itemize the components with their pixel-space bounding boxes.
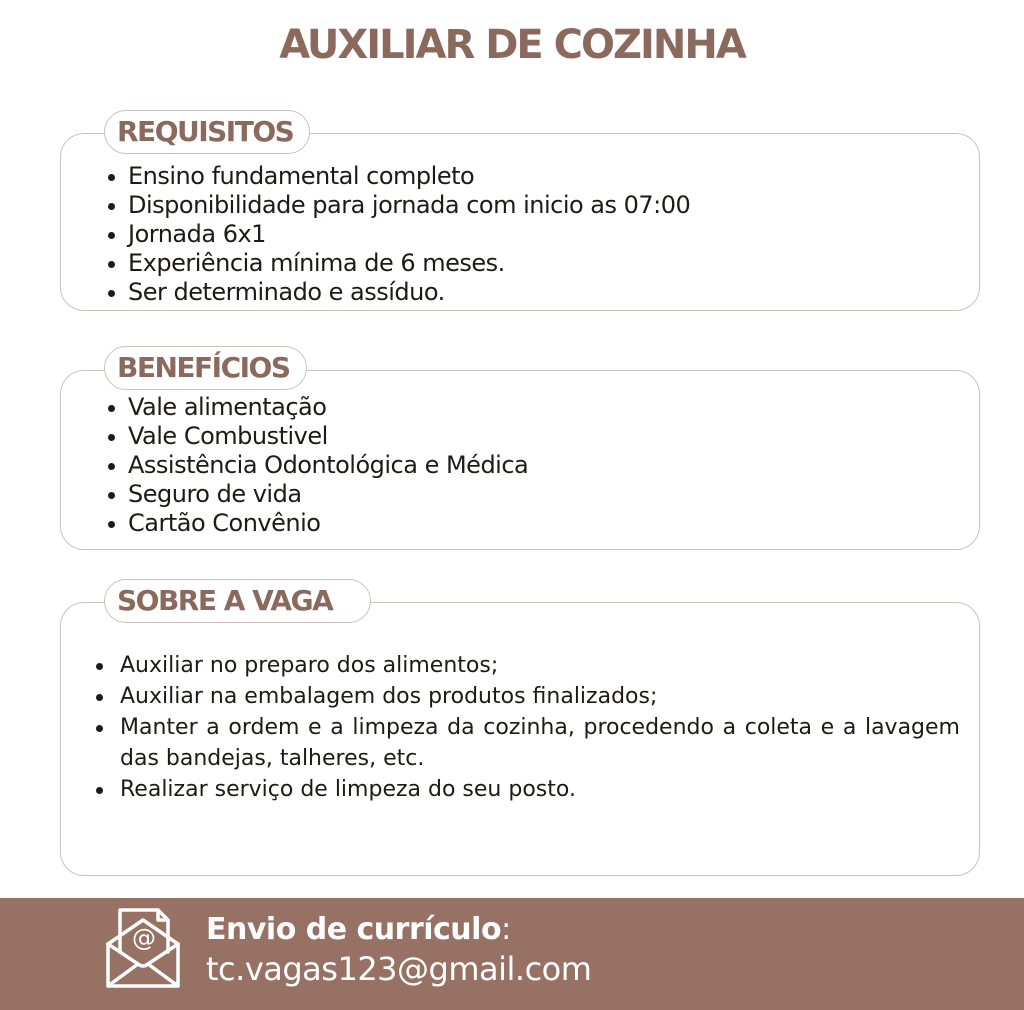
requisitos-heading: REQUISITOS — [104, 110, 310, 154]
list-item: Assistência Odontológica e Médica — [106, 451, 528, 480]
email-at-icon — [102, 906, 184, 990]
list-item: Auxiliar no preparo dos alimentos; — [94, 650, 960, 681]
svg-text:@: @ — [132, 924, 156, 952]
contact-email[interactable]: tc.vagas123@gmail.com — [206, 950, 592, 988]
list-item: Cartão Convênio — [106, 509, 528, 538]
list-item: Realizar serviço de limpeza do seu posto. — [94, 774, 960, 805]
list-item: Vale alimentação — [106, 393, 528, 422]
list-item: Jornada 6x1 — [106, 220, 690, 249]
list-item: Manter a ordem e a limpeza da cozinha, procedendo a coleta e a lavagem das bandejas, talheres, etc. — [94, 712, 960, 774]
list-item: Vale Combustivel — [106, 422, 528, 451]
list-item: Disponibilidade para jornada com inicio as 07:00 — [106, 191, 690, 220]
sobre-list — [94, 650, 960, 805]
footer-label: Envio de currículo: — [206, 912, 511, 947]
list-item: Seguro de vida — [106, 480, 528, 509]
list-item: Ensino fundamental completo — [106, 162, 690, 191]
beneficios-list — [106, 393, 528, 538]
sobre-heading: SOBRE A VAGA — [104, 579, 371, 623]
list-item: Auxiliar na embalagem dos produtos finalizados; — [94, 681, 960, 712]
requisitos-list — [106, 162, 690, 307]
page-title: AUXILIAR DE COZINHA — [279, 22, 745, 68]
list-item: Ser determinado e assíduo. — [106, 278, 690, 307]
list-item: Experiência mínima de 6 meses. — [106, 249, 690, 278]
beneficios-heading: BENEFÍCIOS — [104, 346, 307, 390]
